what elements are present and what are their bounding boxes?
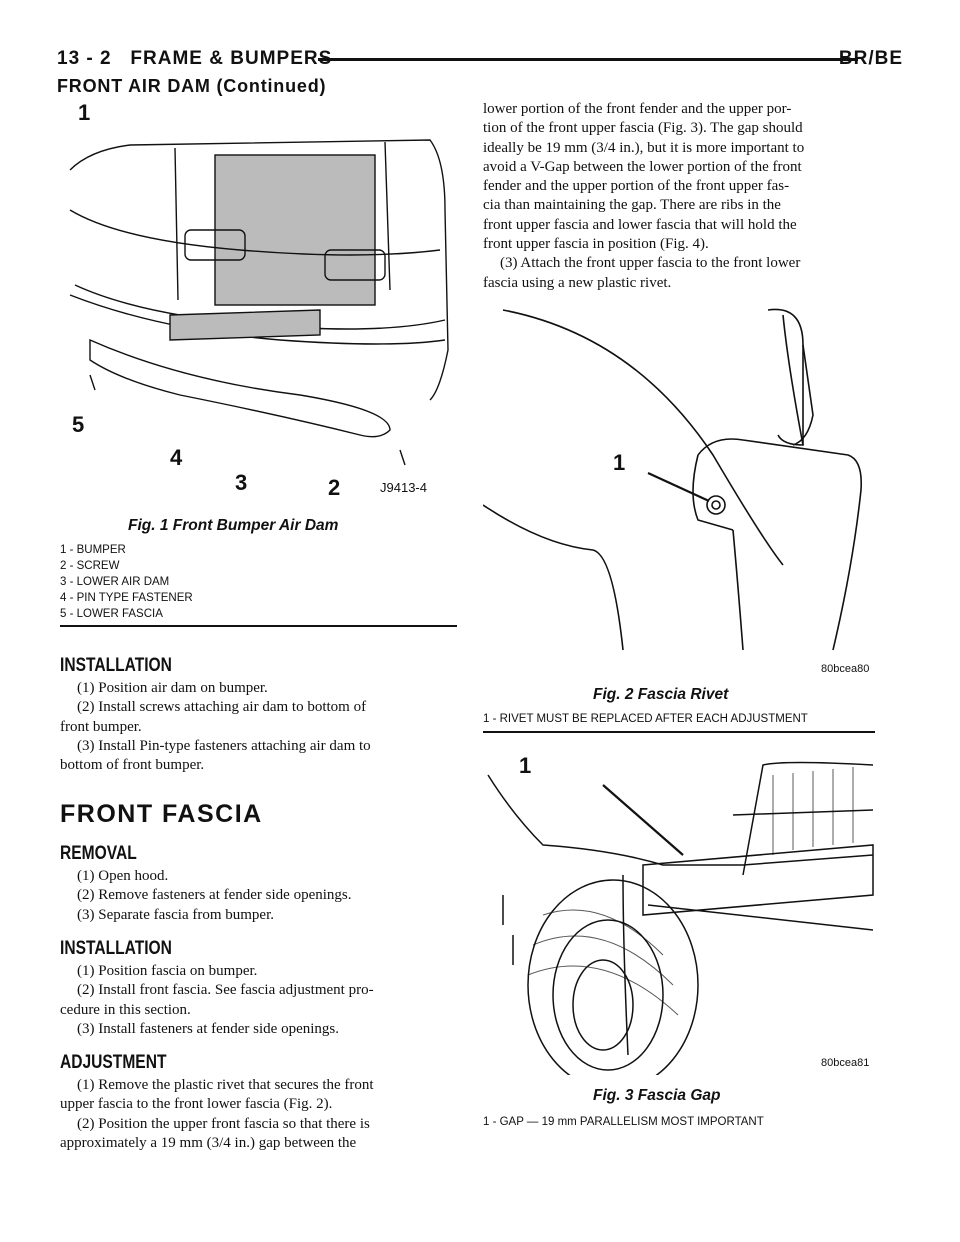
text-line: (1) Open hood.	[77, 868, 169, 884]
fig1-legend-item: 2 - SCREW	[60, 560, 120, 572]
fig1-illustration	[60, 100, 455, 505]
fig1-legend-item: 4 - PIN TYPE FASTENER	[60, 592, 193, 604]
text-line: fascia using a new plastic rivet.	[483, 274, 672, 291]
fig3-code: 80bcea81	[821, 1057, 870, 1069]
fig2-callout-1: 1	[613, 450, 626, 475]
text-line: (3) Separate fascia from bumper.	[77, 906, 274, 923]
installation-1-text	[60, 679, 457, 775]
text-line: (3) Attach the front upper fascia to the front lower	[500, 255, 801, 272]
fig1-legend	[60, 542, 193, 622]
fig2-rule	[483, 731, 875, 733]
text-line: tion of the front upper fascia (Fig. 3). The gap should	[483, 120, 803, 137]
page-header-title: 13 - 2 FRAME & BUMPERS	[57, 48, 333, 69]
fig1-callout-4: 4	[170, 445, 183, 470]
text-line: ideally be 19 mm (3/4 in.), but it is more important to	[483, 139, 805, 156]
fig2-legend-item: 1 - RIVET MUST BE REPLACED AFTER EACH ADJUSTMENT	[483, 713, 808, 725]
heading-installation-1: INSTALLATION	[60, 655, 172, 676]
fig2-illustration	[483, 305, 875, 680]
text-line: upper fascia to the front lower fascia (Fig. 2).	[60, 1096, 333, 1113]
continued-title: FRONT AIR DAM (Continued)	[57, 76, 327, 96]
fig3-legend	[483, 1114, 764, 1130]
fig2-legend	[483, 711, 808, 727]
fig1-legend-item: 5 - LOWER FASCIA	[60, 608, 163, 620]
text-line: lower portion of the front fender and the upper por-	[483, 101, 792, 117]
header-rule	[318, 58, 858, 61]
text-line: (2) Install screws attaching air dam to bottom of	[77, 699, 367, 716]
text-line: cia than maintaining the gap. There are ribs in the	[483, 197, 781, 214]
text-line: cedure in this section.	[60, 1001, 191, 1018]
fig1-callout-2: 2	[328, 475, 341, 500]
heading-adjustment: ADJUSTMENT	[60, 1052, 167, 1073]
fig3-caption: Fig. 3 Fascia Gap	[593, 1087, 721, 1104]
fig1-callout-5: 5	[72, 412, 85, 437]
right-column-text	[483, 100, 875, 293]
page-header-code: BR/BE	[838, 48, 903, 69]
heading-installation-2: INSTALLATION	[60, 938, 172, 959]
fig1-legend-item: 1 - BUMPER	[60, 544, 126, 556]
text-line: (2) Remove fasteners at fender side openings.	[77, 887, 352, 904]
text-line: bottom of front bumper.	[60, 757, 205, 774]
text-line: (2) Install front fascia. See fascia adjustment pro-	[77, 982, 374, 999]
fig1-caption: Fig. 1 Front Bumper Air Dam	[128, 517, 339, 534]
text-line: avoid a V-Gap between the lower portion of the front	[483, 158, 802, 175]
fig1-code: J9413-4	[380, 480, 427, 495]
text-line: approximately a 19 mm (3/4 in.) gap between the	[60, 1134, 357, 1151]
text-line: front upper fascia in position (Fig. 4).	[483, 236, 709, 253]
fig2-code: 80bcea80	[821, 663, 870, 675]
fig3-illustration	[483, 755, 875, 1075]
text-line: front upper fascia and lower fascia that will hold the	[483, 216, 797, 233]
heading-removal: REMOVAL	[60, 843, 137, 864]
fig1-callout-1: 1	[78, 100, 91, 125]
text-line: front bumper.	[60, 718, 142, 735]
fig1-rule	[60, 625, 457, 627]
text-line: (1) Position air dam on bumper.	[77, 680, 268, 696]
removal-text	[60, 867, 457, 925]
text-line: (3) Install Pin-type fasteners attaching air dam to	[77, 737, 371, 754]
heading-front-fascia: FRONT FASCIA	[60, 800, 263, 828]
text-line: (1) Position fascia on bumper.	[77, 963, 258, 979]
fig1-callout-3: 3	[235, 470, 248, 495]
text-line: fender and the upper portion of the front upper fas-	[483, 178, 790, 195]
fig1-legend-item: 3 - LOWER AIR DAM	[60, 576, 170, 588]
fig3-callout-1: 1	[519, 755, 532, 778]
installation-2-text	[60, 962, 457, 1039]
fig3-legend-item: 1 - GAP — 19 mm PARALLELISM MOST IMPORTANT	[483, 1116, 764, 1128]
fig2-caption: Fig. 2 Fascia Rivet	[593, 686, 729, 703]
text-line: (2) Position the upper front fascia so that there is	[77, 1115, 370, 1132]
text-line: (1) Remove the plastic rivet that secures the front	[77, 1077, 374, 1093]
text-line: (3) Install fasteners at fender side openings.	[77, 1020, 339, 1037]
adjustment-text	[60, 1076, 457, 1153]
